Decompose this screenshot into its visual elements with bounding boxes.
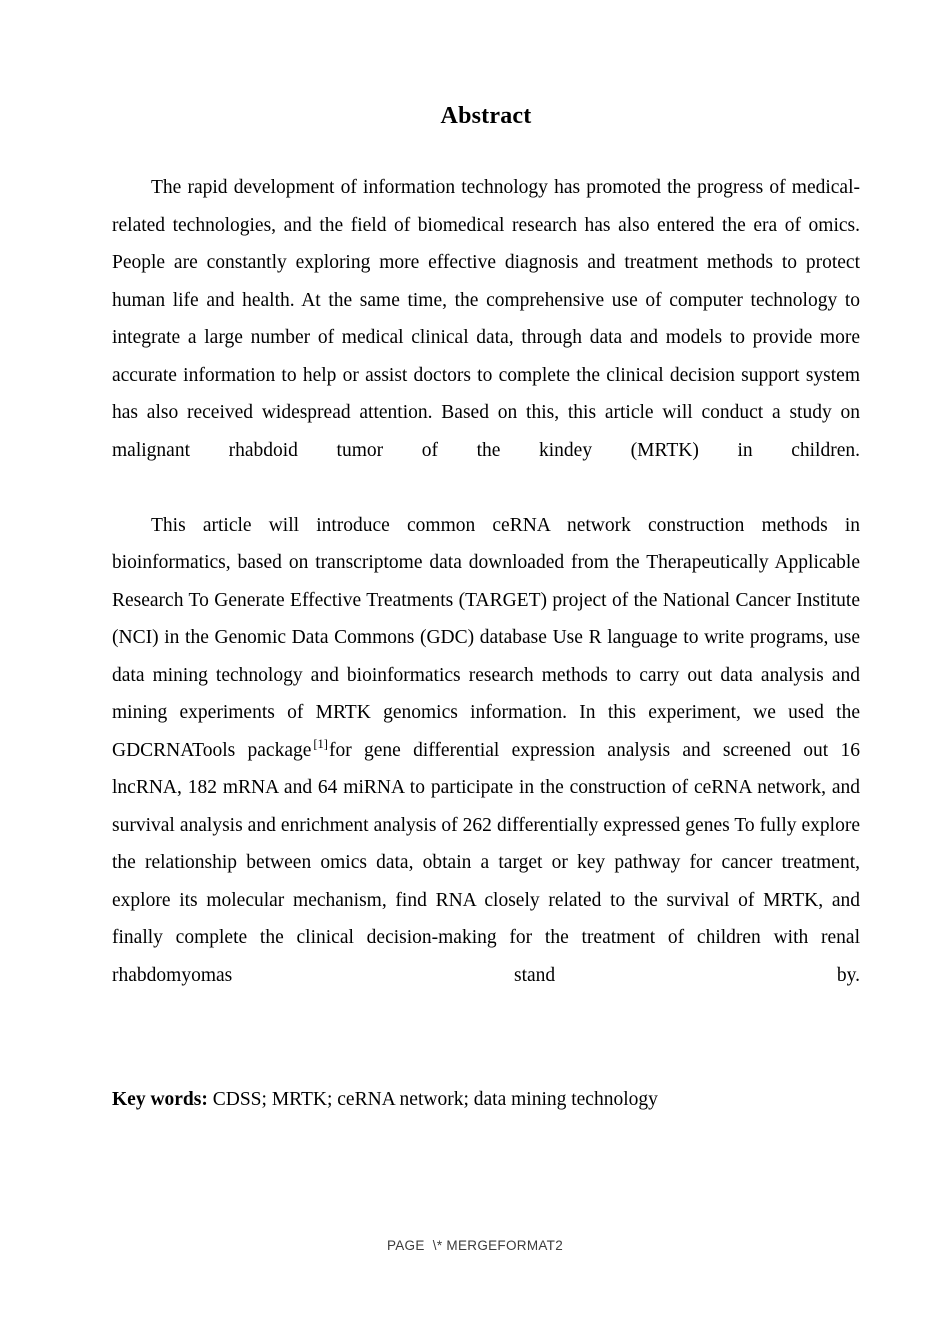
citation-marker: [1] — [313, 737, 328, 751]
page-footer: PAGE \* MERGEFORMAT2 — [386, 1238, 564, 1253]
page-title: Abstract — [440, 103, 532, 129]
paragraph-2-text-after-citation: for gene differential expression analysis and screened out 16 lncRNA, 182 mRNA and 64 miRNA to participate in the construction of ceRNA network, and survival analysis and enrichment analysis of 262 differentially expressed genes To fully explore the relationship between omics data, obtain a target or key pathway for cancer treatment, explore its molecular mechanism, find RNA closely related to the survival of MRTK, and finally complete the clinical decision-making for the treatment of children with renal rhabdomyomas stand by. — [112, 739, 860, 986]
keywords-label: Key words — [112, 1088, 202, 1110]
keywords-separator: : — [201, 1088, 208, 1110]
abstract-body — [112, 169, 860, 1118]
abstract-paragraph-2 — [112, 507, 860, 1032]
abstract-paragraph-1: The rapid development of information technology has promoted the progress of medical-related technologies, and the field of biomedical research has also entered the era of omics. People are constantly exploring more effective diagnosis and treatment methods to protect human life and health. At the same time, the comprehensive use of computer technology to integrate a large number of medical clinical data, through data and models to provide more accurate information to help or assist doctors to complete the clinical decision support system has also received widespread attention. Based on this, this article will conduct a study on malignant rhabdoid tumor of the kindey (MRTK) in children. — [112, 177, 860, 461]
keywords-line — [112, 1032, 860, 1119]
paragraph-2-text-before-citation: This article will introduce common ceRNA network construction methods in bioinformatics, based on transcriptome data downloaded from the Therapeutically Applicable Research To Generate Effective Treatments (TARGET) project of the National Cancer Institute (NCI) in the Genomic Data Commons (GDC) database Use R language to write programs, use data mining technology and bioinformatics research methods to carry out data analysis and mining experiments of MRTK genomics information. In this experiment, we used the GDCRNATools package — [112, 514, 860, 761]
document-body — [112, 0, 860, 1118]
keywords-values: CDSS; MRTK; ceRNA network; data mining technology — [212, 1088, 658, 1110]
